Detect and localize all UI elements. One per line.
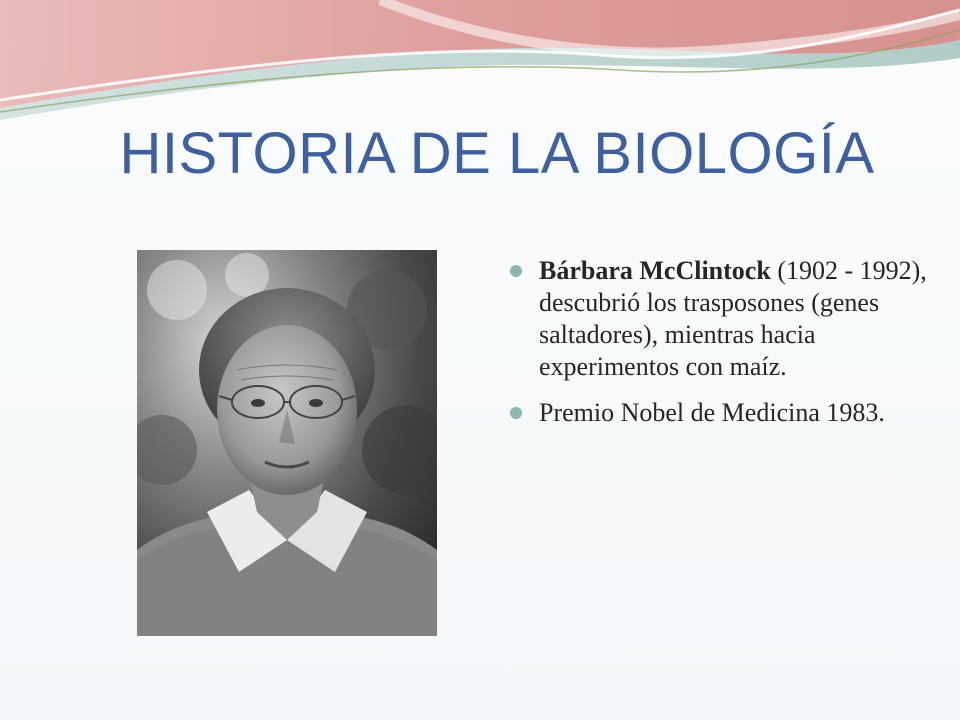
bullet-item bbox=[510, 397, 930, 429]
portrait-photo bbox=[137, 250, 437, 636]
bullet-dot-icon bbox=[510, 407, 522, 419]
bullet-list bbox=[510, 255, 930, 443]
portrait-image bbox=[137, 250, 437, 636]
bullet-item bbox=[510, 255, 930, 383]
bullet-text: (1902 - 1992), descubrió los trasposones (genes saltadores), mientras hacia experimentos con maíz. bbox=[539, 256, 927, 381]
scientist-name: Bárbara McClintock bbox=[539, 256, 771, 285]
bullet-text: Premio Nobel de Medicina 1983. bbox=[539, 398, 885, 427]
page-title: HISTORIA DE LA BIOLOGÍA bbox=[119, 121, 875, 186]
bullet-dot-icon bbox=[510, 265, 522, 277]
decorative-wave-header bbox=[0, 0, 960, 130]
